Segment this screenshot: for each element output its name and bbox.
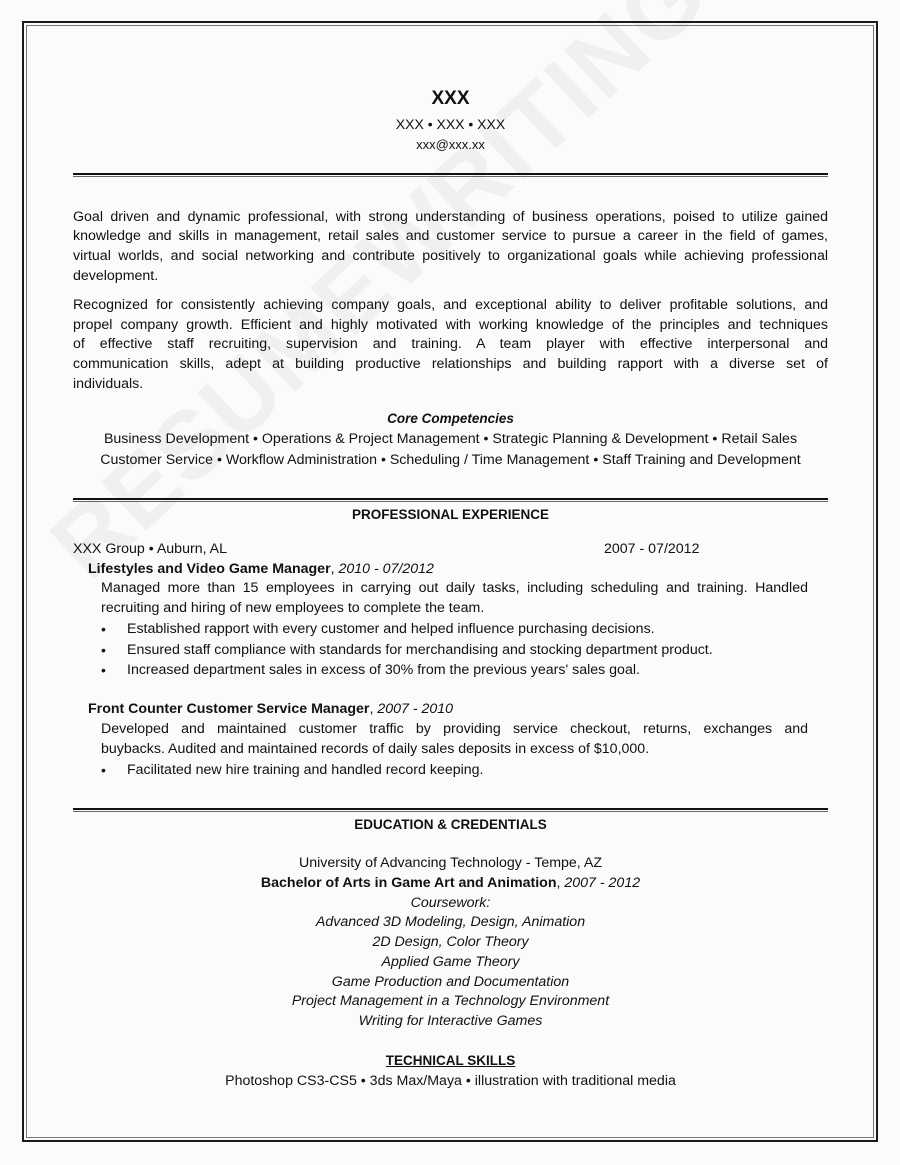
degree-dates: 2007 - 2012 [564,875,641,891]
core-competencies-title: Core Competencies [387,411,514,426]
summary-line: virtual worlds, and social networking and contribute positively to organizational goals while achieving professional [73,248,828,264]
degree-comma: , [556,875,565,891]
role-1-bullet: Ensured staff compliance with standards for merchandising and stocking department product. [127,642,713,658]
role-2-description-line: Developed and maintained customer traffic by providing service checkout, returns, exchanges and [101,721,808,737]
bullet-icon: • [101,662,106,678]
coursework-item: Writing for Interactive Games [358,1013,543,1029]
coursework-label: Coursework: [410,895,491,911]
coursework-item: Applied Game Theory [381,954,520,970]
experience-divider [73,498,828,503]
education-divider [73,808,828,813]
role-2-title: Front Counter Customer Service Manager [88,701,370,717]
role-1-bullet: Established rapport with every customer and helped influence purchasing decisions. [127,621,655,637]
role-2-bullet: Facilitated new hire training and handled record keeping. [127,762,484,778]
bullet-icon: • [101,642,106,658]
contact-line: XXX • XXX • XXX [395,116,506,132]
education-section-title: EDUCATION & CREDENTIALS [354,817,547,832]
summary-line: of effective staff recruiting, supervision and training. A team player with effective interpersonal and [73,336,828,352]
header-divider [73,173,828,178]
role-1-title: Lifestyles and Video Game Manager [88,561,331,577]
summary-line: knowledge and skills in management, retail sales and customer service to pursue a career in the field of games, [73,228,828,244]
role-1-dates: 2010 - 07/2012 [338,561,434,577]
summary-line: development. [73,268,159,284]
role-2-dates: 2007 - 2010 [377,701,454,717]
email-address[interactable]: xxx@xxx.xx [416,137,485,152]
role-2-comma: , [369,701,378,717]
experience-section-title: PROFESSIONAL EXPERIENCE [351,507,550,522]
coursework-item: Game Production and Documentation [331,974,570,990]
employer-name: XXX Group • Auburn, AL [73,541,228,557]
role-2-description-line: buybacks. Audited and maintained records of daily sales deposits in excess of $10,000. [101,741,650,757]
competencies-line-1: Business Development • Operations & Project Management • Strategic Planning & Development • Retail Sales [103,431,798,447]
coursework-item: Advanced 3D Modeling, Design, Animation [315,914,586,930]
role-1-bullet: Increased department sales in excess of 30% from the previous years' sales goal. [127,662,640,678]
summary-line: Goal driven and dynamic professional, with strong understanding of business operations, poised to utilize gained [73,209,828,225]
competencies-line-2: Customer Service • Workflow Administration • Scheduling / Time Management • Staff Training and Development [100,452,801,468]
coursework-item: 2D Design, Color Theory [372,934,529,950]
role-1-comma: , [330,561,339,577]
candidate-name: XXX [431,88,470,109]
bullet-icon: • [101,621,106,637]
summary-line: individuals. [73,376,144,392]
summary-line: communication skills, adept at building productive relationships and building rapport with a diverse set of [73,356,828,372]
degree-line [73,875,828,891]
coursework-item: Project Management in a Technology Environment [291,993,610,1009]
summary-line: propel company growth. Efficient and highly motivated with working knowledge of the principles and techniques [73,317,828,333]
role-1-description-line: recruiting and hiring of new employees to complete the team. [101,600,485,616]
bullet-icon: • [101,762,106,778]
degree-title: Bachelor of Arts in Game Art and Animation [260,875,557,891]
technical-skills-list: Photoshop CS3-CS5 • 3ds Max/Maya • illustration with traditional media [225,1073,676,1089]
role-1-heading [88,561,434,577]
employer-dates: 2007 - 07/2012 [604,541,700,557]
role-1-description-line: Managed more than 15 employees in carrying out daily tasks, including scheduling and training. Handled [101,580,808,596]
school-name: University of Advancing Technology - Tempe, AZ [298,855,603,871]
role-2-heading [88,701,453,717]
summary-line: Recognized for consistently achieving company goals, and exceptional ability to deliver profitable solutions, and [73,297,828,313]
technical-skills-title-wrap [73,1053,828,1068]
technical-skills-title: TECHNICAL SKILLS [385,1053,516,1068]
